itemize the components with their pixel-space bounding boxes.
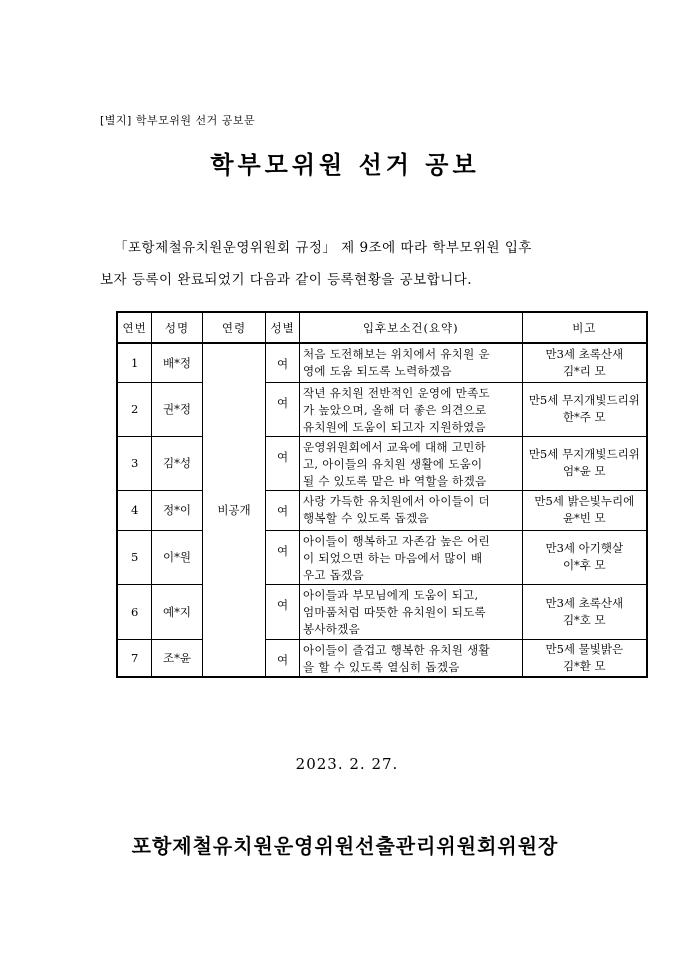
statement-line: 엄마품처럼 따뜻한 유치원이 되도록	[302, 604, 486, 619]
candidate-name: 김*성	[152, 436, 203, 490]
table-row	[117, 436, 647, 490]
statement-line: 고, 아이들의 유치원 생활에 도움이	[302, 456, 483, 471]
statement-line: 아이들과 부모님에게 도움이 되고,	[302, 587, 479, 602]
row-number: 5	[117, 530, 152, 584]
note-line: 김*환 모	[562, 658, 606, 673]
candidate-sex: 여	[266, 382, 300, 436]
header-sex: 성별	[266, 312, 300, 343]
row-number: 6	[117, 584, 152, 639]
statement-line: 작년 유치원 전반적인 운영에 만족도	[302, 385, 490, 400]
row-number: 4	[117, 490, 152, 530]
attachment-label: [별지] 학부모위원 선거 공보문	[100, 114, 256, 127]
table-row	[117, 490, 647, 530]
note-line: 만3세 아기햇살	[545, 541, 624, 555]
statement-line: 행복할 수 있도록 돕겠음	[302, 510, 429, 525]
statement-line: 될 수 있도록 맡은 바 역할을 하겠음	[302, 473, 487, 488]
table-row	[117, 639, 647, 677]
statement-line: 운영위원회에서 교육에 대해 고민하	[302, 439, 486, 454]
note-line: 만3세 초록산새	[545, 346, 624, 361]
candidate-note	[522, 343, 647, 382]
candidate-sex: 여	[266, 343, 300, 382]
note-line: 김*호 모	[562, 612, 606, 627]
candidate-sex: 여	[266, 490, 300, 530]
statement-line: 을 할 수 있도록 열심히 돕겠음	[302, 659, 460, 674]
candidate-statement	[299, 639, 522, 677]
statement-line: 가 높았으며, 올해 더 좋은 의견으로	[302, 402, 487, 417]
candidate-statement	[299, 343, 522, 382]
header-name: 성명	[152, 312, 203, 343]
statement-line: 영에 도움 되도록 노력하겠음	[302, 364, 452, 378]
header-age: 연령	[202, 312, 265, 343]
candidate-note	[522, 382, 647, 436]
note-line: 만5세 물빛밝은	[545, 641, 624, 656]
note-line: 이*후 모	[562, 558, 606, 572]
statement-line: 처음 도전해보는 위치에서 유치원 운	[302, 347, 490, 361]
table-header-row	[117, 312, 647, 343]
candidate-name: 이*원	[152, 530, 203, 584]
statement-line: 이 되었으면 하는 마음에서 많이 배	[302, 550, 483, 565]
candidate-sex: 여	[266, 436, 300, 490]
candidate-statement	[299, 436, 522, 490]
candidate-note	[522, 639, 647, 677]
candidate-name: 정*이	[152, 490, 203, 530]
row-number: 2	[117, 382, 152, 436]
statement-line: 우고 돕겠음	[302, 567, 364, 582]
page-title: 학부모위원 선거 공보	[210, 150, 480, 179]
header-no: 연번	[117, 312, 152, 343]
note-line: 윤*빈 모	[562, 511, 606, 525]
candidate-note	[522, 490, 647, 530]
statement-line: 아이들이 행복하고 자존감 높은 어린	[302, 533, 490, 548]
intro-paragraph	[100, 232, 610, 296]
statement-line: 봉사하겠음	[302, 621, 360, 636]
candidate-statement	[299, 584, 522, 639]
row-number: 7	[117, 639, 152, 677]
signer: 포항제철유치원운영위원선출관리위원회위원장	[131, 834, 559, 858]
candidate-statement	[299, 490, 522, 530]
candidate-note	[522, 584, 647, 639]
statement-line: 유치원에 도움이 되고자 지원하였음	[302, 419, 486, 434]
row-number: 1	[117, 343, 152, 382]
table-row	[117, 382, 647, 436]
candidate-name: 예*지	[152, 584, 203, 639]
age-cell: 비공개	[202, 343, 265, 677]
candidate-sex: 여	[266, 584, 300, 639]
candidate-note	[522, 530, 647, 584]
candidate-sex: 여	[266, 530, 300, 584]
announcement-date: 2023. 2. 27.	[295, 755, 399, 773]
candidate-table	[116, 311, 648, 678]
note-line: 만5세 밝은빛누리에	[534, 494, 635, 508]
statement-line: 사랑 가득한 유치원에서 아이들이 더	[302, 493, 490, 508]
note-line: 만5세 무지개빛드리위	[528, 447, 640, 461]
note-line: 만5세 무지개빛드리위	[528, 393, 640, 407]
intro-line-1: 「포항제철유치원운영위원회 규정」 제 9조에 따라 학부모위원 입후	[114, 240, 532, 256]
candidate-name: 권*정	[152, 382, 203, 436]
intro-line-2: 보자 등록이 완료되었기 다음과 같이 등록현황을 공보합니다.	[100, 272, 473, 288]
note-line: 만3세 초록산새	[545, 595, 624, 610]
candidate-name: 조*윤	[152, 639, 203, 677]
table-row	[117, 343, 647, 382]
candidate-statement	[299, 382, 522, 436]
note-line: 한*주 모	[562, 410, 606, 424]
table-body	[117, 343, 647, 677]
table-row	[117, 584, 647, 639]
statement-line: 아이들이 즐겁고 행복한 유치원 생활	[302, 642, 490, 657]
candidate-sex: 여	[266, 639, 300, 677]
note-line: 엄*윤 모	[562, 464, 606, 478]
header-note: 비고	[522, 312, 647, 343]
table-row	[117, 530, 647, 584]
candidate-note	[522, 436, 647, 490]
header-condition: 입후보소건(요약)	[299, 312, 522, 343]
candidate-name: 배*정	[152, 343, 203, 382]
note-line: 김*리 모	[562, 363, 606, 378]
candidate-statement	[299, 530, 522, 584]
row-number: 3	[117, 436, 152, 490]
